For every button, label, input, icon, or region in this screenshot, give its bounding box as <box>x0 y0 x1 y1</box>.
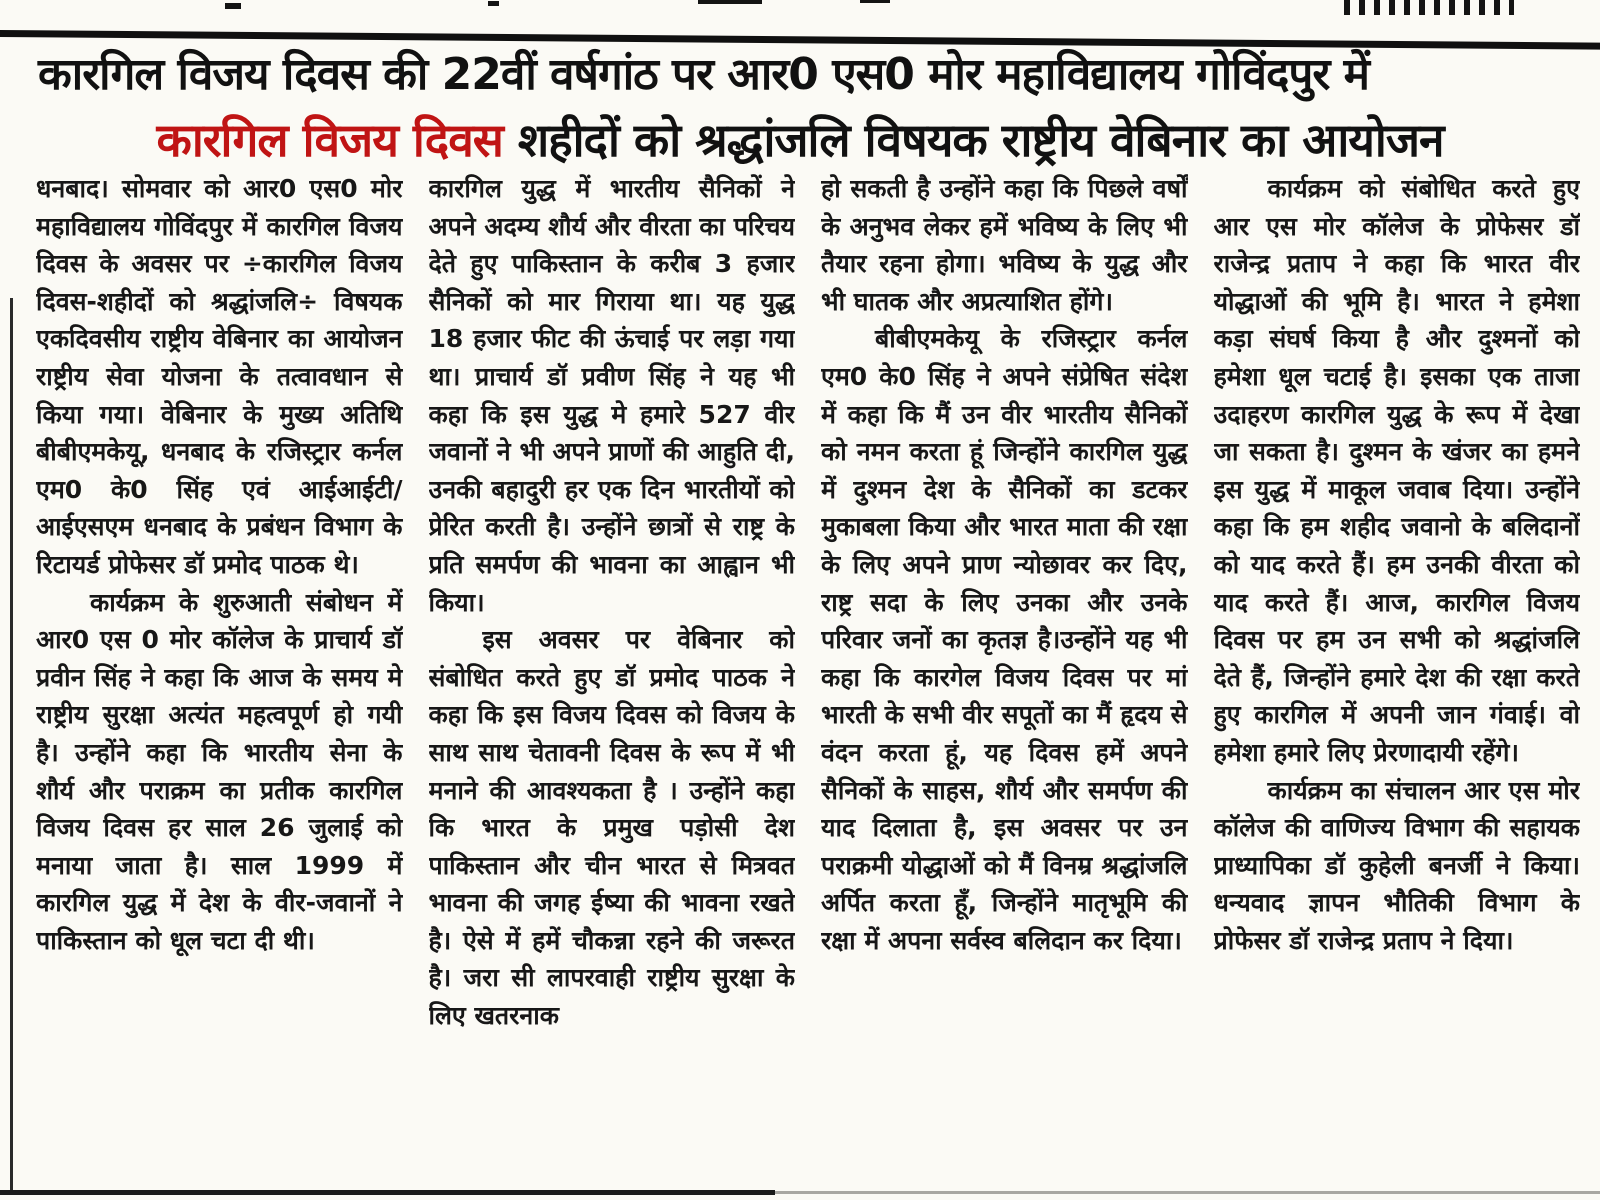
cut-off-print-fragment <box>1344 0 1514 15</box>
column-2 <box>429 170 796 1184</box>
paragraph: बीबीएमकेयू के रजिस्ट्रार कर्नल एम0 के0 सिंह ने अपने संप्रेषित संदेश में कहा कि मैं उन वीर भारतीय सैनिकों को नमन करता हूं जिन्होंने कारगिल युद्ध में दुश्मन देश के सैनिकों का डटकर मुकाबला किया और भारत माता की रक्षा के लिए अपने प्राण न्योछावर कर दिए, राष्ट्र सदा के लिए उनका और उनके परिवार जनों का कृतज्ञ है।उन्होंने यह भी कहा कि कारगेल विजय दिवस पर मां भारती के सभी वीर सपूतों का मैं हृदय से वंदन करता हूं, यह दिवस हमें अपने सैनिकों के साहस, शौर्य और समर्पण की याद दिलाता है, इस अवसर पर उन पराक्रमी योद्धाओं को मैं विनम्र श्रद्धांजलि अर्पित करता हूँ, जिन्होंने मातृभूमि की रक्षा में अपना सर्वस्व बलिदान कर दिया। <box>821 324 1188 955</box>
paragraph: धनबाद। सोमवार को आर0 एस0 मोर महाविद्यालय गोविंदपुर में कारगिल विजय दिवस के अवसर पर ÷कारगिल विजय दिवस-शहीदों को श्रद्धांजलि÷ विषयक एकदिवसीय राष्ट्रीय वेबिनार का आयोजन राष्ट्रीय सेवा योजना के तत्वावधान से किया गया। वेबिनार के मुख्य अतिथि बीबीएमकेयू, धनबाद के रजिस्ट्रार कर्नल एम0 के0 सिंह एवं आईआईटी/आईएसएम धनबाद के प्रबंधन विभाग के रिटायर्ड प्रोफेसर डॉ प्रमोद पाठक थे। <box>36 174 403 579</box>
headline-line-2 <box>0 108 1600 172</box>
cut-off-print-fragment <box>488 1 499 6</box>
cut-off-print-fragment <box>860 0 890 3</box>
paragraph: कार्यक्रम का संचालन आर एस मोर कॉलेज की वाणिज्य विभाग की सहायक प्राध्यापिका डॉ कुहेली बनर्जी ने किया। धन्यवाद ज्ञापन भौतिकी विभाग के प्रोफेसर डॉ राजेन्द्र प्रताप ने दिया। <box>1213 775 1580 955</box>
column-4 <box>1214 170 1581 1184</box>
column-3 <box>821 170 1188 1184</box>
article-body <box>36 170 1580 1184</box>
bottom-border-rule-faint <box>775 1191 1600 1194</box>
paragraph: कार्यक्रम के शुरुआती संबोधन में आर0 एस 0 मोर कॉलेज के प्राचार्य डॉ प्रवीन सिंह ने कहा कि आज के समय मे राष्ट्रीय सुरक्षा अत्यंत महत्वपूर्ण हो गयी है। उन्होंने कहा कि भारतीय सेना के शौर्य और पराक्रम का प्रतीक कारगिल विजय दिवस हर साल 26 जुलाई को मनाया जाता है। साल 1999 में कारगिल युद्ध में देश के वीर-जवानों ने पाकिस्तान को धूल चटा दी थी। <box>36 587 403 955</box>
bottom-border-rule <box>0 1190 775 1195</box>
cut-off-print-fragment <box>698 0 762 4</box>
paragraph: कार्यक्रम को संबोधित करते हुए आर एस मोर कॉलेज के प्रोफेसर डॉ राजेन्द्र प्रताप ने कहा कि भारत वीर योद्धाओं की भूमि है। भारत ने हमेशा कड़ा संघर्ष किया है और दुश्मनों को हमेशा धूल चटाई है। इसका एक ताजा उदाहरण कारगिल युद्ध के रूप में देखा जा सकता है। दुश्मन के खंजर का हमने इस युद्ध में माकूल जवाब दिया। उन्होंने कहा कि हम शहीद जवानो के बलिदानों को याद करते हैं। हम उनकी वीरता को याद करते हैं। आज, कारगिल विजय दिवस पर हम उन सभी को श्रद्धांजलि देते हैं, जिन्होंने हमारे देश की रक्षा करते हुए कारगिल में अपनी जान गंवाई। वो हमेशा हमारे लिए प्रेरणादायी रहेंगे। <box>1213 174 1580 767</box>
paragraph: इस अवसर पर वेबिनार को संबोधित करते हुए डॉ प्रमोद पाठक ने कहा कि इस विजय दिवस को विजय के साथ साथ चेतावनी दिवस के रूप में भी मनाने की आवश्यकता है । उन्होंने कहा कि भारत के प्रमुख पड़ोसी देश पाकिस्तान और चीन भारत से मित्रवत भावना की जगह ईष्या की भावना रखते है। ऐसे में हमें चौकन्ना रहने की जरूरत है। जरा सी लापरवाही राष्ट्रीय सुरक्षा के लिए खतरनाक <box>428 625 795 1031</box>
cut-off-print-fragment <box>225 3 241 9</box>
headline <box>0 42 1600 172</box>
headline-line-2-rest: शहीदों को श्रद्धांजलि विषयक राष्ट्रीय वेबिनार का आयोजन <box>502 113 1444 167</box>
headline-line-1: कारगिल विजय दिवस की 22वीं वर्षगांठ पर आर0 एस0 मोर महाविद्यालय गोविंदपुर में <box>38 49 1369 100</box>
paragraph: हो सकती है उन्होंने कहा कि पिछले वर्षों के अनुभव लेकर हमें भविष्य के लिए भी तैयार रहना होगा। भविष्य के युद्ध और भी घातक और अप्रत्याशित होंगे। <box>821 174 1188 316</box>
headline-red-phrase: कारगिल विजय दिवस <box>156 113 503 167</box>
column-1 <box>36 170 403 1184</box>
left-border-rule <box>10 298 13 1190</box>
paragraph: कारगिल युद्ध में भारतीय सैनिकों ने अपने अदम्य शौर्य और वीरता का परिचय देते हुए पाकिस्तान के करीब 3 हजार सैनिकों को मार गिराया था। यह युद्ध 18 हजार फीट की ऊंचाई पर लड़ा गया था। प्राचार्य डॉ प्रवीण सिंह ने यह भी कहा कि इस युद्ध मे हमारे 527 वीर जवानों ने भी अपने प्राणों की आहुति दी, उनकी बहादुरी हर एक दिन भारतीयों को प्रेरित करती है। उन्होंने छात्रों से राष्ट्र के प्रति समर्पण की भावना का आह्वान भी किया। <box>428 174 795 617</box>
